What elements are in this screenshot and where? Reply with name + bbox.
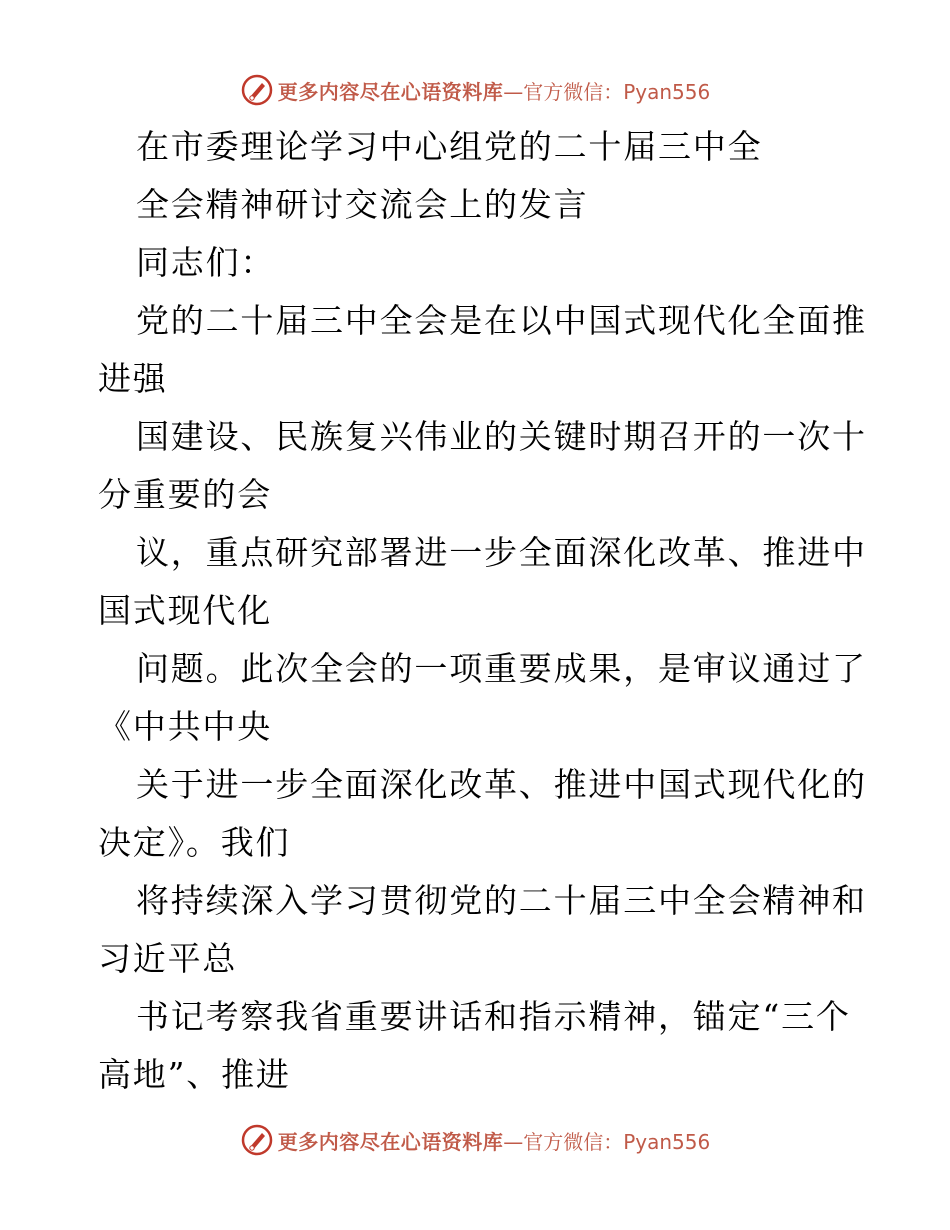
body-line: 分重要的会	[98, 475, 272, 514]
header-banner	[0, 70, 950, 110]
title-line-1: 在市委理论学习中心组党的二十届三中全	[136, 127, 763, 166]
title-line-2: 全会精神研讨交流会上的发言	[136, 185, 589, 224]
body-line: 党的二十届三中全会是在以中国式现代化全面推	[136, 301, 867, 340]
body-line: 《中共中央	[98, 707, 272, 746]
body-line: 进强	[98, 359, 168, 398]
banner-title: 更多内容尽在心语资料库	[277, 1129, 504, 1154]
body-line: 关于进一步全面深化改革、推进中国式现代化的	[136, 765, 867, 804]
body-line: 问题。此次全会的一项重要成果，是审议通过了	[136, 649, 867, 688]
body-line: 习近平总	[98, 939, 238, 978]
body-line: 书记考察我省重要讲话和指示精神，锚定“三个	[136, 997, 851, 1036]
body-line: 高地”、推进	[98, 1055, 291, 1094]
body-line: 议，重点研究部署进一步全面深化改革、推进中	[136, 533, 867, 572]
footer-banner	[0, 1120, 950, 1160]
body-line: 国式现代化	[98, 591, 272, 630]
banner-contact: —官方微信：Pyan556	[503, 79, 711, 104]
document-body	[98, 118, 867, 1104]
body-line: 决定》。我们	[98, 823, 291, 862]
pen-nib-logo-icon	[240, 73, 274, 107]
body-line: 将持续深入学习贯彻党的二十届三中全会精神和	[136, 881, 867, 920]
body-line: 国建设、民族复兴伟业的关键时期召开的一次十	[136, 417, 867, 456]
pen-nib-logo-icon	[240, 1123, 274, 1157]
banner-title: 更多内容尽在心语资料库	[277, 79, 504, 104]
salutation: 同志们：	[136, 243, 276, 282]
banner-contact: —官方微信：Pyan556	[503, 1129, 711, 1154]
